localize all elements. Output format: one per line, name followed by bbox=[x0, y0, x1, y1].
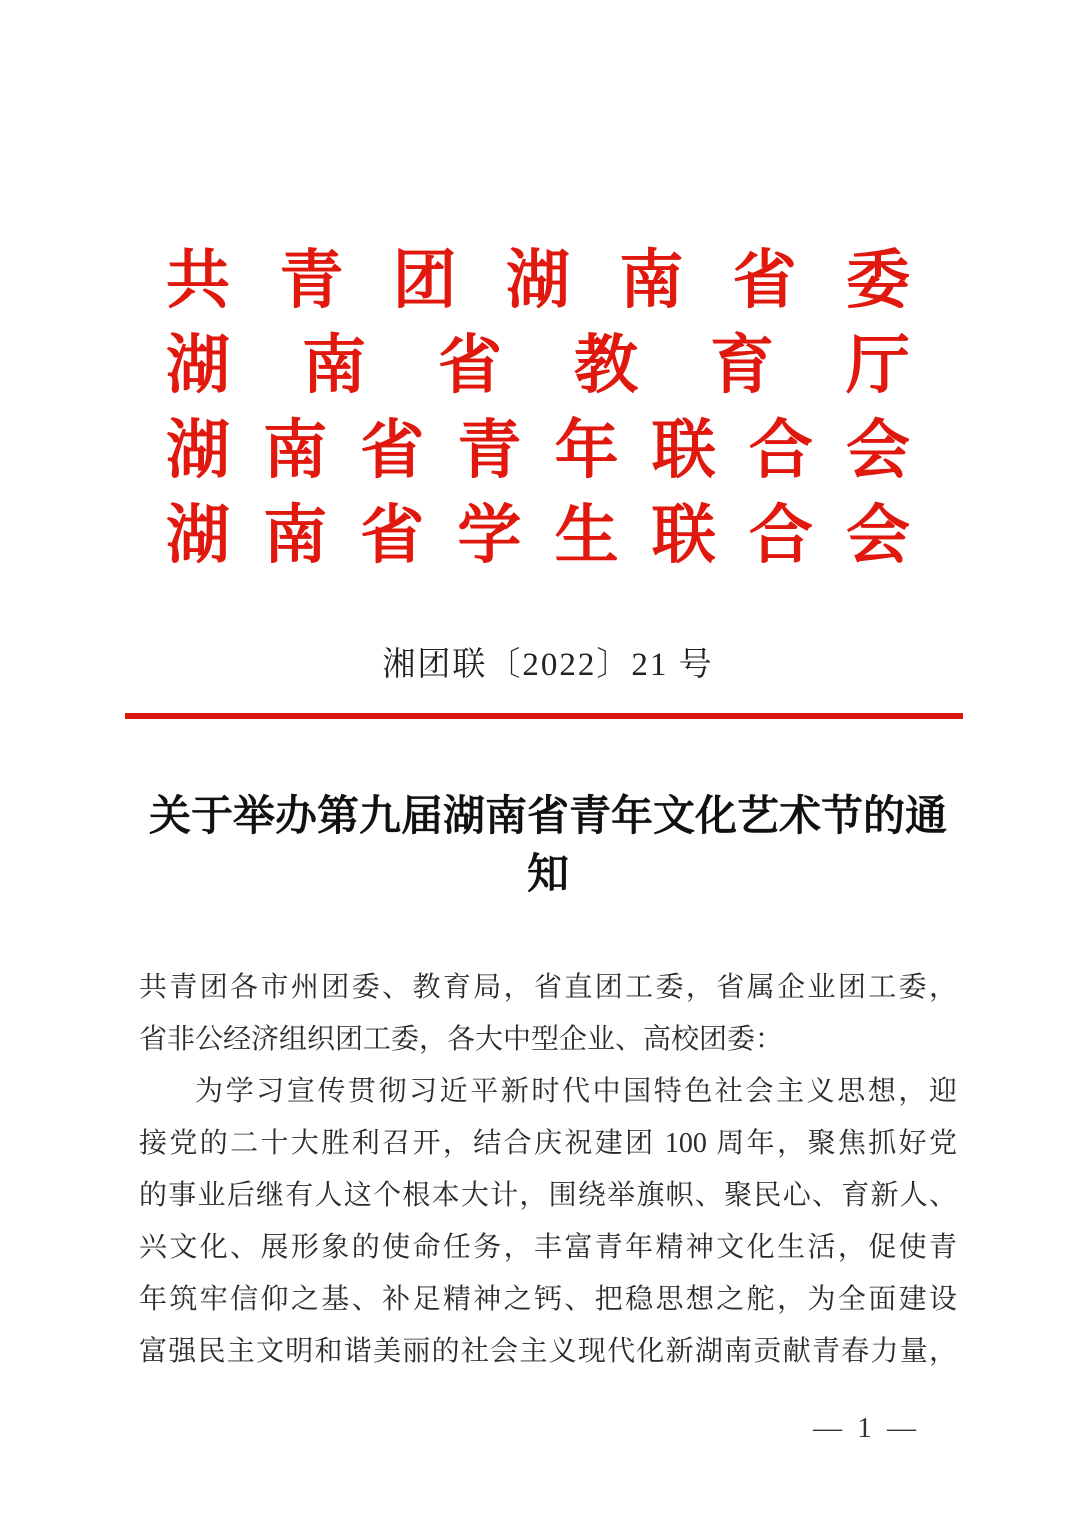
org-name-char: 联 bbox=[651, 415, 716, 486]
body-line-6: 兴文化、展形象的使命任务，丰富青年精神文化生活，促使青 bbox=[139, 1232, 957, 1263]
org-name-char: 联 bbox=[651, 500, 716, 571]
org-name-char: 年 bbox=[554, 415, 619, 486]
body-line-4: 接党的二十大胜利召开，结合庆祝建团 100 周年，聚焦抓好党 bbox=[139, 1128, 957, 1159]
org-name-char: 省 bbox=[438, 330, 502, 401]
org-name-char: 青 bbox=[457, 415, 522, 486]
org-name-char: 省 bbox=[360, 415, 425, 486]
body-line-3: 为学习宣传贯彻习近平新时代中国特色社会主义思想，迎 bbox=[195, 1076, 957, 1107]
org-name-char: 湖 bbox=[166, 415, 230, 486]
document-content bbox=[139, 238, 957, 1444]
body-line-7: 年筑牢信仰之基、补足精神之钙、把稳思想之舵，为全面建设 bbox=[139, 1284, 957, 1315]
org-name-line-3 bbox=[166, 408, 910, 493]
page-number: — 1 — bbox=[813, 1412, 920, 1444]
org-name-char: 南 bbox=[619, 245, 684, 316]
letterhead bbox=[166, 238, 910, 578]
org-name-char: 生 bbox=[554, 500, 619, 571]
page-footer bbox=[139, 1412, 957, 1444]
body-line-5: 的事业后继有人这个根本大计，围绕举旗帜、聚民心、育新人、 bbox=[139, 1180, 957, 1211]
body-line-1: 共青团各市州团委、教育局，省直团工委，省属企业团工委， bbox=[139, 972, 957, 1003]
org-name-char: 湖 bbox=[166, 500, 230, 571]
org-name-line-1 bbox=[166, 238, 910, 323]
org-name-char: 南 bbox=[263, 500, 328, 571]
document-title: 关于举办第九届湖南省青年文化艺术节的通知 bbox=[148, 794, 947, 898]
org-name-char: 青 bbox=[279, 245, 344, 316]
red-divider-line bbox=[125, 713, 963, 719]
org-name-char: 湖 bbox=[505, 245, 570, 316]
org-name-line-4 bbox=[166, 493, 910, 578]
org-name-char: 会 bbox=[845, 500, 910, 571]
org-name-char: 合 bbox=[748, 500, 813, 571]
org-name-char: 会 bbox=[845, 415, 910, 486]
org-name-char: 委 bbox=[845, 245, 910, 316]
org-name-char: 合 bbox=[748, 415, 813, 486]
document-number: 湘团联〔2022〕21 号 bbox=[382, 647, 714, 683]
org-name-char: 教 bbox=[574, 330, 638, 401]
org-name-char: 团 bbox=[392, 245, 457, 316]
body-line-2: 省非公经济组织团工委，各大中型企业、高校团委： bbox=[139, 1024, 784, 1055]
org-name-char: 省 bbox=[360, 500, 425, 571]
org-name-char: 共 bbox=[166, 245, 230, 316]
org-name-char: 南 bbox=[263, 415, 328, 486]
document-body bbox=[139, 962, 957, 1378]
body-line-8: 富强民主文明和谐美丽的社会主义现代化新湖南贡献青春力量， bbox=[139, 1336, 957, 1367]
org-name-char: 南 bbox=[302, 330, 366, 401]
org-name-char: 省 bbox=[732, 245, 797, 316]
org-name-line-2 bbox=[166, 323, 910, 408]
org-name-char: 育 bbox=[710, 330, 774, 401]
org-name-char: 厅 bbox=[846, 330, 910, 401]
org-name-char: 学 bbox=[457, 500, 522, 571]
org-name-char: 湖 bbox=[166, 330, 230, 401]
